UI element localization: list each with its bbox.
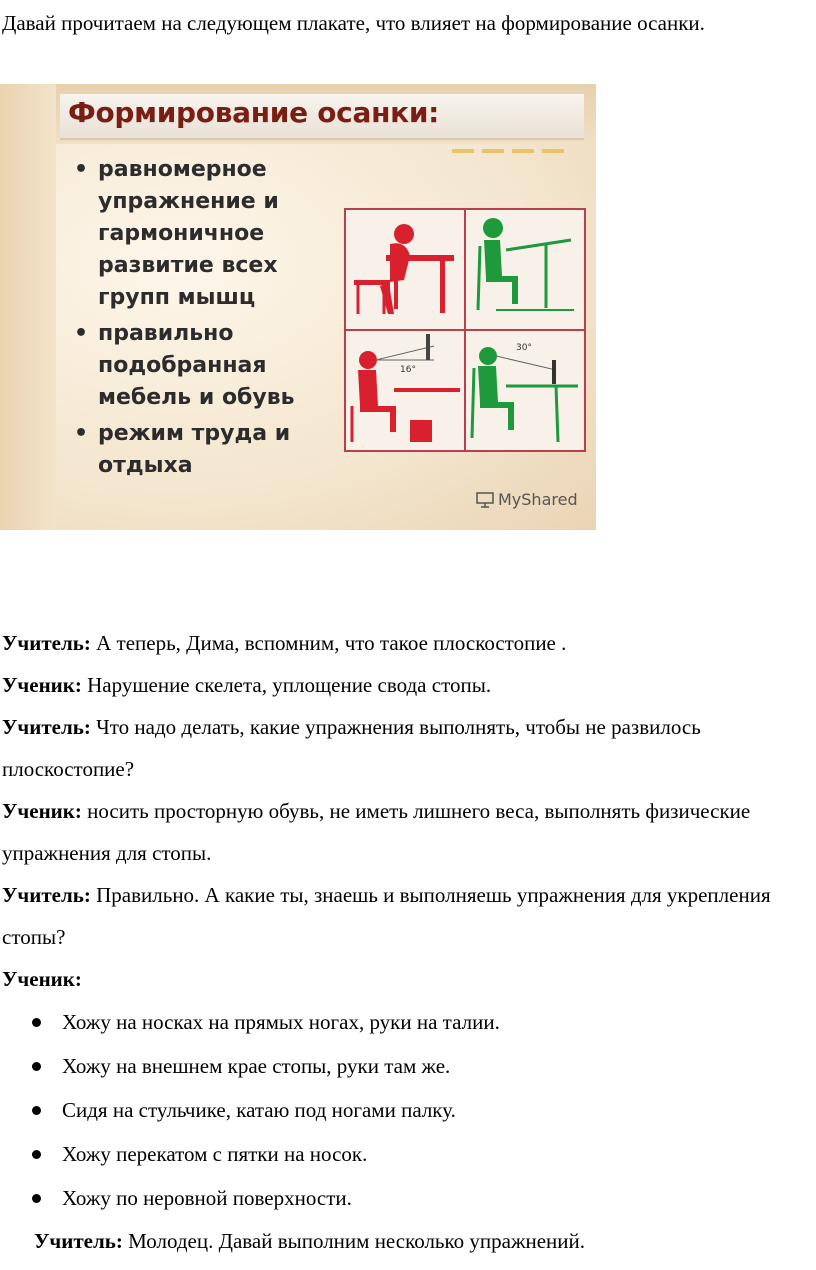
list-item: Хожу по неровной поверхности. <box>2 1176 814 1220</box>
poster-bullet: • режим труда и отдыха <box>72 418 322 482</box>
list-item: Хожу перекатом с пятки на носок. <box>2 1132 814 1176</box>
decor-stripes <box>452 140 572 158</box>
list-item: Хожу на внешнем крае стопы, руки там же. <box>2 1044 814 1088</box>
dialogue-line-final: Учитель: Молодец. Давай выполним несколько упражнений. <box>34 1229 585 1253</box>
poster-title: Формирование осанки: <box>68 96 440 129</box>
poster-bullets <box>72 154 322 486</box>
dialogue-line: Ученик: Нарушение скелета, уплощение свода стопы. <box>2 673 492 697</box>
dialogue-line: Учитель: Правильно. А какие ты, знаешь и выполняешь упражнения для укрепления стопы? <box>2 883 771 949</box>
dialogue <box>2 622 814 1262</box>
posture-poster <box>0 84 596 530</box>
angle-left-label: 16° <box>400 365 416 375</box>
good-posture-icon <box>478 218 574 310</box>
myshared-logo: MyShared <box>476 490 578 509</box>
list-item: Хожу на носках на прямых ногах, руки на талии. <box>2 1000 814 1044</box>
dialogue-line: Ученик: <box>2 967 82 991</box>
list-item: Сидя на стульчике, катаю под ногами палку. <box>2 1088 814 1132</box>
presentation-icon <box>476 492 494 508</box>
posture-figures <box>344 208 586 452</box>
dialogue-line: Учитель: Что надо делать, какие упражнения выполнять, чтобы не развилось плоскостопие? <box>2 715 701 781</box>
desk-bad-icon <box>352 334 460 442</box>
poster-bullet: • равномерное упражнение и гармоничное развитие всех групп мышц <box>72 154 322 314</box>
angle-right-label: 30° <box>516 343 532 353</box>
desk-good-icon <box>472 347 578 442</box>
intro-text: Давай прочитаем на следующем плакате, что влияет на формирование осанки. <box>2 11 705 35</box>
dialogue-line: Ученик: носить просторную обувь, не иметь лишнего веса, выполнять физические упражнения для стопы. <box>2 799 751 865</box>
dialogue-line: Учитель: А теперь, Дима, вспомним, что такое плоскостопие . <box>2 631 567 655</box>
exercise-list <box>2 1000 814 1220</box>
bad-posture-icon <box>354 224 454 314</box>
poster-bullet: • правильно подобранная мебель и обувь <box>72 318 322 414</box>
